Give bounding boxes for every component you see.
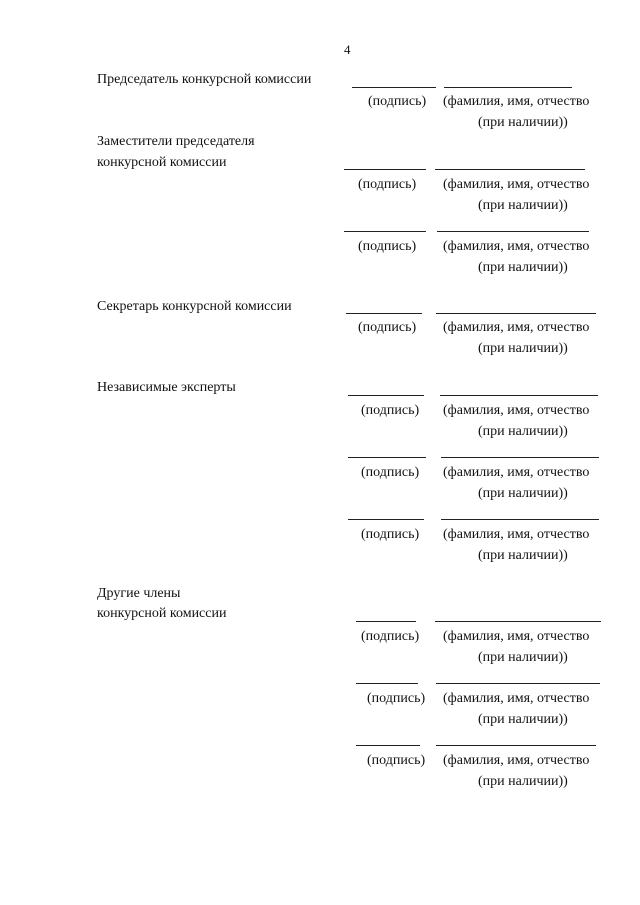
signature-label: (подпись) <box>358 239 417 254</box>
role-deputies-line2: конкурсной комиссии <box>97 155 227 170</box>
name-label-note: (при наличии)) <box>478 198 568 213</box>
name-label: (фамилия, имя, отчество <box>443 239 590 254</box>
name-label: (фамилия, имя, отчество <box>443 94 590 109</box>
name-label-note: (при наличии)) <box>478 115 568 130</box>
signature-line <box>352 87 436 88</box>
name-label-note: (при наличии)) <box>478 650 568 665</box>
signature-line <box>348 519 424 520</box>
signature-label: (подпись) <box>358 177 417 192</box>
name-label: (фамилия, имя, отчество <box>443 177 590 192</box>
name-line <box>436 313 596 314</box>
signature-line <box>344 169 426 170</box>
role-others-line2: конкурсной комиссии <box>97 606 227 621</box>
signature-line <box>348 457 426 458</box>
signature-label: (подпись) <box>361 527 420 542</box>
role-experts: Независимые эксперты <box>97 380 236 395</box>
role-chairman: Председатель конкурсной комиссии <box>97 72 312 87</box>
name-label-note: (при наличии)) <box>478 341 568 356</box>
name-line <box>444 87 572 88</box>
name-line <box>441 519 599 520</box>
name-label-note: (при наличии)) <box>478 548 568 563</box>
signature-line <box>346 313 422 314</box>
signature-line <box>344 231 426 232</box>
name-label: (фамилия, имя, отчество <box>443 527 590 542</box>
name-line <box>436 745 596 746</box>
role-others-line1: Другие члены <box>97 586 181 601</box>
name-label-note: (при наличии)) <box>478 486 568 501</box>
name-line <box>437 231 589 232</box>
name-label-note: (при наличии)) <box>478 712 568 727</box>
name-label: (фамилия, имя, отчество <box>443 691 590 706</box>
name-label: (фамилия, имя, отчество <box>443 320 590 335</box>
signature-line <box>356 745 420 746</box>
signature-label: (подпись) <box>368 94 427 109</box>
name-line <box>436 683 600 684</box>
signature-label: (подпись) <box>367 691 426 706</box>
name-line <box>435 621 601 622</box>
signature-label: (подпись) <box>367 753 426 768</box>
role-deputies-line1: Заместители председателя <box>97 134 255 149</box>
name-line <box>441 457 599 458</box>
signature-line <box>348 395 424 396</box>
signature-label: (подпись) <box>361 629 420 644</box>
name-label-note: (при наличии)) <box>478 774 568 789</box>
name-label: (фамилия, имя, отчество <box>443 629 590 644</box>
signature-line <box>356 621 416 622</box>
name-label: (фамилия, имя, отчество <box>443 465 590 480</box>
signature-label: (подпись) <box>361 403 420 418</box>
name-label-note: (при наличии)) <box>478 260 568 275</box>
signature-line <box>356 683 418 684</box>
signature-label: (подпись) <box>358 320 417 335</box>
name-line <box>435 169 585 170</box>
name-line <box>440 395 598 396</box>
name-label-note: (при наличии)) <box>478 424 568 439</box>
page-number: 4 <box>344 42 351 57</box>
name-label: (фамилия, имя, отчество <box>443 403 590 418</box>
role-secretary: Секретарь конкурсной комиссии <box>97 299 292 314</box>
signature-label: (подпись) <box>361 465 420 480</box>
name-label: (фамилия, имя, отчество <box>443 753 590 768</box>
